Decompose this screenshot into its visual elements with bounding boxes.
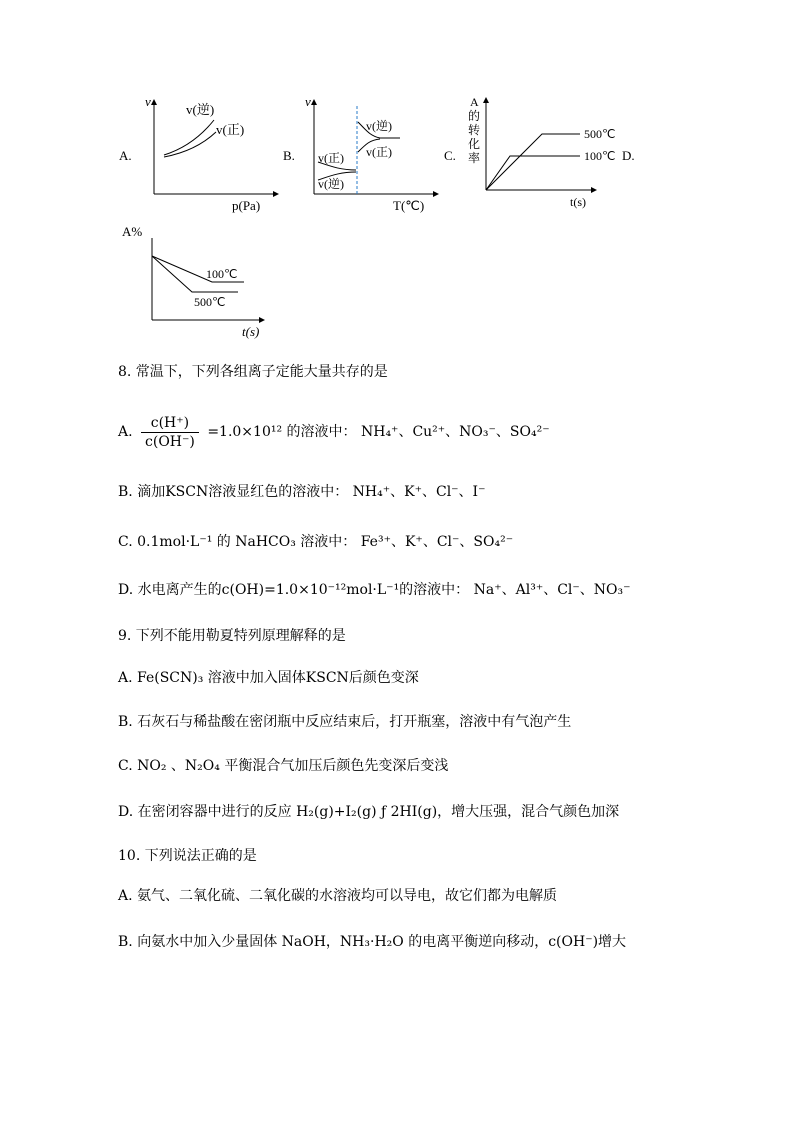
q8-d-label: D. xyxy=(118,582,134,598)
q8-a-label: A. xyxy=(118,424,133,440)
q8-d-ions: Na⁺、Al³⁺、Cl⁻、NO₃⁻ xyxy=(473,582,631,598)
q9-option-d xyxy=(118,802,619,822)
left-label-1: v(正) xyxy=(318,151,344,165)
graph-d xyxy=(118,220,278,344)
option-a-label: A. xyxy=(119,148,132,163)
q8-option-a xyxy=(118,410,550,454)
q9-c-text: NO₂ 、N₂O₄ 平衡混合气加压后颜色先变深后变浅 xyxy=(137,758,449,774)
q8-a-fraction xyxy=(141,414,199,451)
line-label-500: 500℃ xyxy=(194,295,226,309)
right-label-1: v(逆) xyxy=(366,119,392,133)
q8-option-d xyxy=(118,580,631,600)
q9-b-text: 石灰石与稀盐酸在密闭瓶中反应结束后，打开瓶塞，溶液中有气泡产生 xyxy=(137,714,572,730)
line-label-500: 500℃ xyxy=(584,127,616,141)
q9-stem: 9. 下列不能用勒夏特列原理解释的是 xyxy=(118,628,346,644)
line-label-100: 100℃ xyxy=(206,267,238,281)
line-label-100: 100℃ xyxy=(584,149,616,163)
q9-d-label: D. xyxy=(118,804,134,820)
q10-a-text: 氨气、二氧化硫、二氧化碳的水溶液均可以导电，故它们都为电解质 xyxy=(137,888,558,904)
y-axis-label: v xyxy=(305,94,311,109)
q10-option-a xyxy=(118,886,557,906)
y-axis-label: v xyxy=(145,94,151,109)
q8-c-text: 0.1mol·L⁻¹ 的 NaHCO₃ 溶液中： xyxy=(137,534,357,550)
y-axis-label-4: 率 xyxy=(468,151,481,165)
line-500 xyxy=(486,134,580,190)
q10-option-b xyxy=(118,932,626,952)
x-axis-label: p(Pa) xyxy=(232,198,261,213)
x-axis-label: t(s) xyxy=(242,324,260,339)
graph-c xyxy=(462,92,642,216)
q9-option-c xyxy=(118,756,448,776)
y-axis-label-1: 的 xyxy=(468,109,481,123)
q9-option-a xyxy=(118,668,419,688)
graph-a xyxy=(140,92,280,216)
q8-b-text: 滴加KSCN溶液显红色的溶液中： xyxy=(137,484,349,500)
q8-a-eq: =1.0×10¹² 的溶液中： xyxy=(207,424,357,440)
q8-option-c xyxy=(118,532,513,552)
q8-c-label: C. xyxy=(118,534,133,550)
y-axis-label-0: A xyxy=(470,95,479,109)
q10-b-label: B. xyxy=(118,934,133,950)
q9-option-b xyxy=(118,712,571,732)
q9-a-text: Fe(SCN)₃ 溶液中加入固体KSCN后颜色变深 xyxy=(137,670,419,686)
q8-d-text: 水电离产生的c(OH)=1.0×10⁻¹²mol·L⁻¹的溶液中： xyxy=(137,582,470,598)
graph-b xyxy=(300,92,440,216)
q8-c-ions: Fe³⁺、K⁺、Cl⁻、SO₄²⁻ xyxy=(360,534,514,550)
option-c-label: C. xyxy=(444,148,456,163)
curve-v-forward xyxy=(164,132,216,157)
curve-label-2: v(正) xyxy=(216,122,245,137)
y-axis-label-2: 转 xyxy=(468,123,481,137)
q9-b-label: B. xyxy=(118,714,133,730)
q10-b-text: 向氨水中加入少量固体 NaOH，NH₃·H₂O 的电离平衡逆向移动，c(OH⁻)增大 xyxy=(137,934,627,950)
x-axis-label: t(s) xyxy=(570,195,586,209)
x-axis-label: T(℃) xyxy=(393,198,425,213)
q10-a-label: A. xyxy=(118,888,133,904)
line-100 xyxy=(486,156,580,190)
q10-stem: 10. 下列说法正确的是 xyxy=(118,848,257,864)
option-b-label: B. xyxy=(283,148,295,163)
fraction-denominator: c(OH⁻) xyxy=(145,433,195,450)
q9-d-text: 在密闭容器中进行的反应 H₂(g)+I₂(g) ƒ 2HI(g)，增大压强，混合气颜色加深 xyxy=(137,804,620,820)
option-d-label: D. xyxy=(622,148,635,163)
fraction-numerator: c(H⁺) xyxy=(141,414,199,433)
q9-c-label: C. xyxy=(118,758,133,774)
q9-a-label: A. xyxy=(118,670,133,686)
q8-stem: 8. 常温下，下列各组离子定能大量共存的是 xyxy=(118,364,388,380)
left-label-2: v(逆) xyxy=(318,177,344,191)
right-label-2: v(正) xyxy=(366,145,392,159)
y-axis-label: A% xyxy=(122,224,143,239)
y-axis-label-3: 化 xyxy=(468,137,481,151)
q8-b-label: B. xyxy=(118,484,133,500)
q8-option-b xyxy=(118,482,485,502)
q8-b-ions: NH₄⁺、K⁺、Cl⁻、I⁻ xyxy=(352,484,486,500)
q8-a-ions: NH₄⁺、Cu²⁺、NO₃⁻、SO₄²⁻ xyxy=(360,424,550,440)
curve-label-1: v(逆) xyxy=(186,102,215,117)
